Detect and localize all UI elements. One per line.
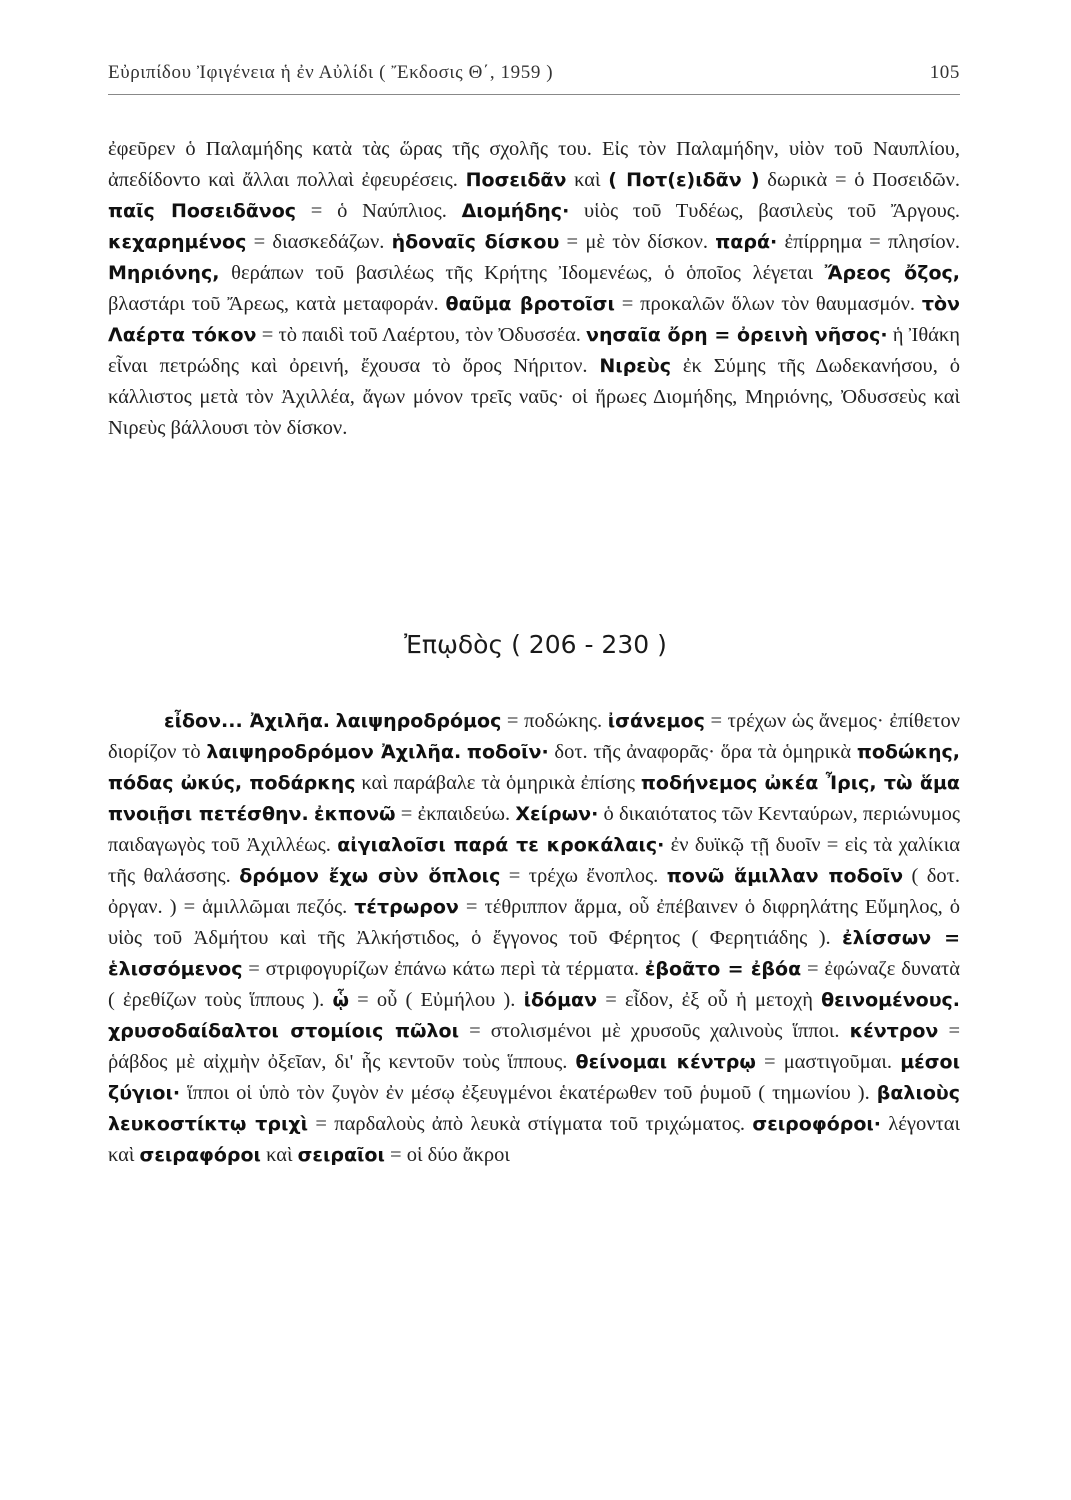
gloss-text: ( δοτ. ὀργαν. ) = ἁμιλλῶμαι πεζός. [108,865,960,918]
lemma: θαῦμα βροτοῖσι [445,293,615,315]
gloss-text: = εἶδον, ἐξ οὗ ἡ μετοχὴ [597,989,822,1011]
gloss-text: = οὗ ( Εὐμήλου ). [349,989,524,1011]
lemma: παρά· [715,231,778,253]
lemma: Χείρων· [515,803,599,825]
header-rule [108,94,960,95]
gloss-text: = ἐφώναζε δυνατὰ ( ἐρεθίζων τοὺς ἵππους ). [108,958,960,1011]
gloss-text: = στολισμένοι μὲ χρυσοῦς χαλινοὺς ἵπποι. [459,1020,850,1042]
running-header [108,62,960,86]
lemma: θείνομαι κέντρῳ [575,1051,756,1073]
lemma: Νιρεὺς [599,355,671,377]
gloss-text: ἐφεῦρεν ὁ Παλαμήδης κατὰ τὰς ὥρας τῆς σχολῆς του. Εἰς τὸν Παλαμήδην, υἱὸν τοῦ Ναυπλίου, ἀπεδίδοντο καὶ ἄλλαι πολλαὶ ἐφευρέσεις. [108,138,960,191]
gloss-text: λέγονται καὶ [108,1113,960,1166]
lemma: σειροφόροι· [752,1113,882,1135]
gloss-text: = παρδαλοὺς ἀπὸ λευκὰ στίγματα τοῦ τριχώματος. [308,1113,753,1135]
lemma: λαιψηροδρόμος [335,710,502,732]
section-heading: Ἐπῳδὸς ( 206 - 230 ) [404,630,667,659]
gloss-text: ἡ Ἰθάκη εἶναι πετρώδης καὶ ὀρεινή, ἔχουσα τὸ ὄρος Νήριτον. [108,324,960,377]
gloss-text: καὶ [566,169,609,191]
lemma: ἰσάνεμος [607,710,705,732]
lemma: σειραφόροι [139,1144,261,1166]
lemma: Ἄρεος ὄζος, [824,262,960,284]
lemma: θεινομένους. χρυσοδαίδαλτοι στομίοις πῶλοι [108,989,961,1042]
gloss-text: ἐπίρρημα = πλησίον. [777,231,960,253]
gloss-text: ἐκ Σύμης τῆς Δωδεκανήσου, ὁ κάλλιστος μετὰ τὸν Ἀχιλλέα, ἄγων μόνον τρεῖς ναῦς· οἱ ἥρωες Διομήδης, Μηριόνης, Ὀδυσσεὺς καὶ Νιρεὺς βάλλουσι τὸν δίσκον. [108,355,960,439]
lemma: ἐλίσσων = ἑλισσόμενος [108,927,960,980]
page-number: 105 [929,62,960,83]
gloss-text: = οἱ δύο ἄκροι [384,1144,510,1166]
lemma: Μηριόνης, [108,262,220,284]
commentary-paragraph [108,706,960,1171]
gloss-text: = ὁ Ναύπλιος. [296,200,462,222]
gloss-text: = ῥάβδος μὲ αἰχμὴν ὀξεῖαν, δι' ἧς κεντοῦν τοὺς ἵππους. [108,1020,961,1073]
gloss-text: = τρέχω ἔνοπλος. [500,865,667,887]
gloss-text: δοτ. τῆς ἀναφορᾶς· ὅρα τὰ ὁμηρικὰ [548,741,857,763]
gloss-text: ἵπποι οἱ ὑπὸ τὸν ζυγὸν ἐν μέσῳ ἐξευγμένοι ἑκατέρωθεν τοῦ ῥυμοῦ ( τημωνίου ). [180,1082,877,1104]
gloss-text: = μαστιγοῦμαι. [755,1051,901,1073]
lemma: ποδοῖν· [466,741,549,763]
lemma: ἐκπονῶ [313,803,396,825]
gloss-text: = προκαλῶν ὅλων τὸν θαυμασμόν. [614,293,922,315]
gloss-text: = μὲ τὸν δίσκον. [559,231,716,253]
lemma: κεχαρημένος [108,231,247,253]
gloss-text: ὁ δικαιότατος τῶν Κενταύρων, περιώνυμος παιδαγωγὸς τοῦ Ἀχιλλέως. [108,803,960,856]
lemma: Διομήδης· [461,200,570,222]
lemma: ἰδόμαν [523,989,598,1011]
gloss-text: = ποδώκης. [501,710,608,732]
gloss-text: θεράπων τοῦ βασιλέως τῆς Κρήτης Ἰδομενέως, ὁ ὁποῖος λέγεται [219,262,825,284]
gloss-text: υἱὸς τοῦ Τυδέως, βασιλεὺς τοῦ Ἄργους. [569,200,960,222]
lemma: ἡδοναῖς δίσκου [391,231,560,253]
lemma: βαλιοὺς λευκοστίκτῳ τριχὶ [108,1082,960,1135]
lemma: πονῶ ἅμιλλαν ποδοῖν [666,865,904,887]
lemma: παῖς Ποσειδᾶνος [108,200,297,222]
lemma: κέντρον [849,1020,939,1042]
gloss-text: = τὸ παιδὶ τοῦ Λαέρτου, τὸν Ὀδυσσέα. [256,324,587,346]
lemma: σειραῖοι [297,1144,385,1166]
lemma: τέτρωρον [354,896,459,918]
gloss-text: = στριφογυρίζων ἐπάνω κάτω περὶ τὰ τέρματα. [242,958,645,980]
gloss-text: βλαστάρι τοῦ Ἄρεως, κατὰ μεταφοράν. [108,293,446,315]
gloss-text: = διασκεδάζων. [246,231,392,253]
commentary-paragraph [108,134,960,444]
running-title: Εὐριπίδου Ἰφιγένεια ἡ ἐν Αὐλίδι ( Ἔκδοσις Θ΄, 1959 ) [108,62,554,83]
gloss-text: καὶ παράβαλε τὰ ὁμηρικὰ ἐπίσης [355,772,641,794]
lemma: ( Ποτ(ε)ιδᾶν ) [608,169,760,191]
gloss-text: δωρικὰ = ὁ Ποσειδῶν. [759,169,961,191]
lemma: τὸν Λαέρτα τόκον [108,293,960,346]
lemma: αἰγιαλοῖσι παρά τε κροκάλαις· [337,834,665,856]
lemma: μέσοι ζύγιοι· [108,1051,960,1104]
gloss-text: = ἐκπαιδεύω. [395,803,516,825]
lemma: ἐβοᾶτο = ἐβόα [644,958,802,980]
lemma: ποδώκης, πόδας ὠκύς, ποδάρκης [108,741,960,794]
lemma: ᾧ [332,989,349,1011]
lemma: ποδήνεμος ὠκέα Ἶρις, τὼ ἅμα πνοιῇσι πετέσθην. [108,772,960,825]
lemma: λαιψηροδρόμον Ἀχιλῆα. [206,741,462,763]
lemma: Ποσειδᾶν [465,169,567,191]
gloss-text: ἐν δυϊκῷ τῇ δυοῖν = εἰς τὰ χαλίκια τῆς θαλάσσης. [108,834,960,887]
gloss-text: καὶ [260,1144,298,1166]
gloss-text: = τρέχων ὡς ἄνεμος· ἐπίθετον διορίζον τὸ [108,710,961,763]
lemma: εἶδον... Ἀχιλῆα. [164,710,330,732]
lemma: νησαῖα ὄρη = ὀρεινὴ νῆσος· [586,324,888,346]
lemma: δρόμον ἔχω σὺν ὅπλοις [239,865,501,887]
gloss-text: = τέθριππον ἅρμα, οὗ ἐπέβαινεν ὁ διφρηλάτης Εὔμηλος, ὁ υἱὸς τοῦ Ἀδμήτου καὶ τῆς Ἀλκήστιδος, ὁ ἔγγονος τοῦ Φέρητος ( Φερητιάδης ). [108,896,960,949]
